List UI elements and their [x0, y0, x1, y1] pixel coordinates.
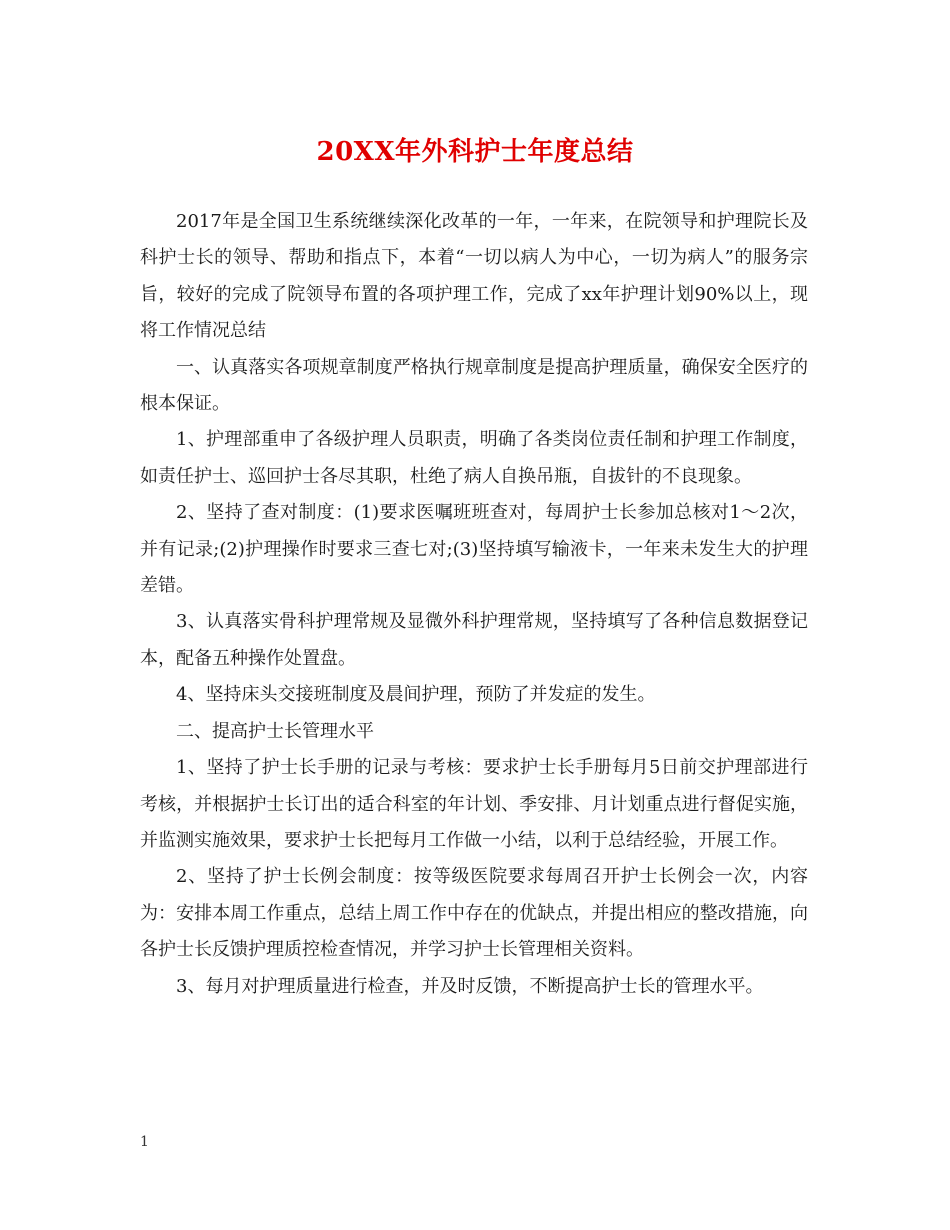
paragraph-item: 2、坚持了查对制度：(1)要求医嘱班班查对，每周护士长参加总核对1～2次，并有记录;(2)护理操作时要求三查七对;(3)坚持填写输液卡，一年来未发生大的护理差错。 [140, 502, 808, 597]
paragraph-item: 1、护理部重申了各级护理人员职责，明确了各类岗位责任制和护理工作制度，如责任护士、巡回护士各尽其职，杜绝了病人自换吊瓶，自拔针的不良现象。 [140, 429, 808, 487]
paragraph-item: 3、每月对护理质量进行检查，并及时反馈，不断提高护士长的管理水平。 [176, 975, 764, 997]
section-heading-2: 二、提高护士长管理水平 [176, 720, 374, 742]
paragraph-item: 2、坚持了护士长例会制度：按等级医院要求每周召开护士长例会一次，内容为：安排本周工作重点，总结上周工作中存在的优缺点，并提出相应的整改措施，向各护士长反馈护理质控检查情况，并学习护士长管理相关资料。 [140, 866, 808, 961]
paragraph-item: 3、认真落实骨科护理常规及显微外科护理常规，坚持填写了各种信息数据登记本，配备五种操作处置盘。 [140, 611, 808, 669]
document-body [140, 204, 808, 1005]
document-title: 20XX年外科护士年度总结 [316, 137, 634, 167]
paragraph-item: 4、坚持床头交接班制度及晨间护理，预防了并发症的发生。 [176, 684, 656, 706]
page-number: 1 [140, 1134, 149, 1150]
section-heading-1: 一、认真落实各项规章制度严格执行规章制度是提高护理质量，确保安全医疗的根本保证。 [140, 356, 808, 415]
paragraph-intro: 2017年是全国卫生系统继续深化改革的一年，一年来，在院领导和护理院长及科护士长的领导、帮助和指点下，本着“一切以病人为中心，一切为病人”的服务宗旨，较好的完成了院领导布置的各项护理工作，完成了xx年护理计划90%以上，现将工作情况总结 [140, 211, 808, 342]
paragraph-item: 1、坚持了护士长手册的记录与考核：要求护士长手册每月5日前交护理部进行考核，并根据护士长订出的适合科室的年计划、季安排、月计划重点进行督促实施，并监测实施效果，要求护士长把每月工作做一小结，以利于总结经验，开展工作。 [140, 757, 808, 851]
